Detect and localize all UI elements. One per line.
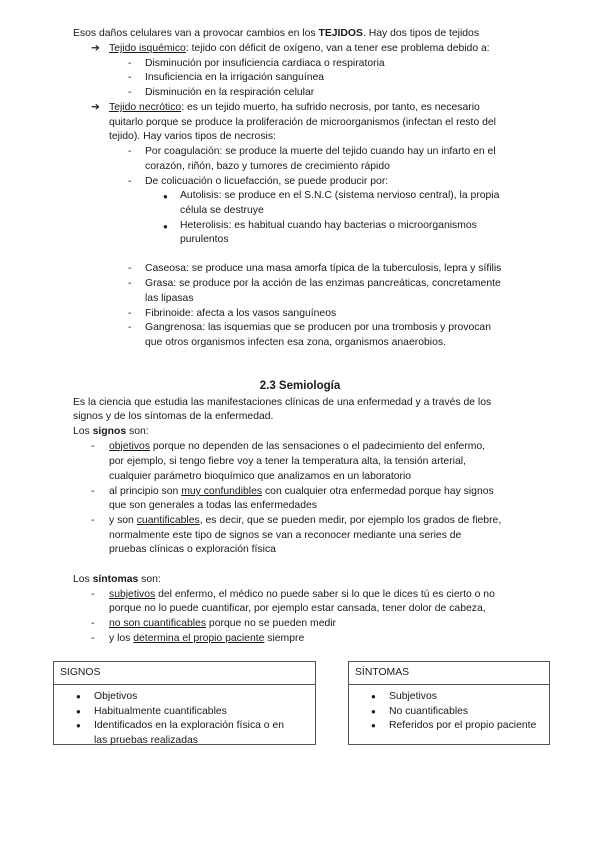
bullet-icon: ● <box>163 222 168 231</box>
sintomas-table-list <box>349 685 549 734</box>
signos-item-cont: que son generales a todas las enfermedades <box>109 500 317 511</box>
necrosis-coagulacion-cont: corazón, riñón, bazo y tumores de crecimiento rápido <box>145 161 390 172</box>
arrow-icon: ➔ <box>91 102 100 113</box>
necrosis-gangrenosa-cont: que otros organismos infecten esa zona, organismos anaerobios. <box>145 337 446 348</box>
dash-icon: - <box>128 87 132 98</box>
bullet-icon: ● <box>371 706 376 716</box>
table-row-cont: las pruebas realizadas <box>94 734 198 746</box>
signos-item-cont: pruebas clínicas o exploración física <box>109 544 276 555</box>
necrotico-text: quitarlo porque se produce la proliferación de microorganismos (infectan el resto del <box>109 117 496 128</box>
section-title: 2.3 Semiología <box>259 380 341 392</box>
necrotico-text: tejido). Hay varios tipos de necrosis: <box>109 131 276 142</box>
autolisis-item: Autolisis: se produce en el S.N.C (sistema nervioso central), la propia <box>180 190 500 201</box>
signos-item-cont: normalmente este tipo de signos se van a reconocer mediante una series de <box>109 530 462 541</box>
semiologia-def: Es la ciencia que estudia las manifestaciones clínicas de una enfermedad y a través de los <box>73 397 492 408</box>
bullet-icon: ● <box>371 692 376 701</box>
table-row: ● No cuantificables <box>349 705 549 720</box>
sintomas-item-cont: porque no lo puede cuantificar, por ejemplo estar cansada, tener dolor de cabeza, <box>109 603 486 614</box>
dash-icon: - <box>128 322 132 333</box>
necrosis-colicuacion: De colicuación o licuefacción, se puede producir por: <box>145 176 389 187</box>
table-row: ● Habitualmente cuantificables <box>54 705 315 720</box>
isquemico-line: Tejido isquémico: tejido con déficit de oxígeno, van a tener ese problema debido a: <box>109 43 490 54</box>
signos-item-cont: cualquier parámetro bioquímico que analizamos en un laboratorio <box>109 471 412 482</box>
necrosis-fibrinoide: Fibrinoide: afecta a los vasos sanguíneos <box>145 308 337 319</box>
heterolisis-item-cont: purulentos <box>180 234 229 245</box>
semiologia-def-cont: signos y de los síntomas de la enfermedad. <box>73 411 274 422</box>
dash-icon: - <box>128 72 132 83</box>
bullet-icon: ● <box>76 692 81 701</box>
dash-icon: - <box>128 146 132 157</box>
necrotico-line: Tejido necrótico: es un tejido muerto, ha sufrido necrosis, por tanto, es necesario <box>109 102 480 113</box>
necrosis-coagulacion: Por coagulación: se produce la muerte del tejido cuando hay un infarto en el <box>145 146 496 157</box>
necrotico-label: Tejido necrótico <box>109 102 182 113</box>
dash-icon: - <box>91 589 95 600</box>
signos-item-cont: por ejemplo, si tengo fiebre voy a tener la temperatura alta, la tensión arterial, <box>109 456 466 467</box>
bullet-icon: ● <box>163 192 168 201</box>
dash-icon: - <box>91 441 95 452</box>
isquemico-item: Disminución en la respiración celular <box>145 87 315 98</box>
signos-table-header: SIGNOS <box>54 662 315 685</box>
signos-table <box>53 661 316 745</box>
signos-heading: Los signos son: <box>73 426 149 437</box>
intro-line: Esos daños celulares van a provocar cambios en los TEJIDOS. Hay dos tipos de tejidos <box>73 28 480 39</box>
sintomas-item: subjetivos del enfermo, el médico no puede saber si lo que le dices tú es cierto o no <box>109 589 495 600</box>
dash-icon: - <box>91 486 95 497</box>
sintomas-item: no son cuantificables porque no se pueden medir <box>109 618 337 629</box>
bullet-icon: ● <box>371 721 376 731</box>
dash-icon: - <box>91 633 95 644</box>
necrosis-gangrenosa: Gangrenosa: las isquemias que se producen por una trombosis y provocan <box>145 322 491 333</box>
sintomas-item: y los determina el propio paciente siempre <box>109 633 305 644</box>
isquemico-item: Insuficiencia en la irrigación sanguínea <box>145 72 325 83</box>
dash-icon: - <box>91 515 95 526</box>
isquemico-label: Tejido isquémico <box>109 43 186 54</box>
signos-item: al principio son muy confundibles con cualquier otra enfermedad porque hay signos <box>109 486 494 497</box>
table-row: ● Subjetivos <box>349 690 549 705</box>
sintomas-table-header: SÍNTOMAS <box>349 662 549 685</box>
signos-item: y son cuantificables, es decir, que se pueden medir, por ejemplo los grados de fiebre, <box>109 515 502 526</box>
dash-icon: - <box>128 308 132 319</box>
dash-icon: - <box>128 176 132 187</box>
arrow-icon: ➔ <box>91 43 100 54</box>
signos-table-list <box>54 685 315 748</box>
necrosis-caseosa: Caseosa: se produce una masa amorfa típica de la tuberculosis, lepra y sífilis <box>145 263 502 274</box>
table-row: ● Referidos por el propio paciente <box>349 719 549 734</box>
dash-icon: - <box>128 278 132 289</box>
bullet-icon: ● <box>76 721 81 731</box>
heterolisis-item: Heterolisis: es habitual cuando hay bacterias o microorganismos <box>180 220 477 231</box>
bullet-icon: ● <box>76 706 81 716</box>
signos-item: objetivos porque no dependen de las sensaciones o el padecimiento del enfermo, <box>109 441 486 452</box>
sintomas-heading: Los síntomas son: <box>73 574 161 585</box>
table-row: ● Identificados en la exploración física o en <box>54 719 315 734</box>
autolisis-item-cont: célula se destruye <box>180 205 264 216</box>
dash-icon: - <box>128 263 132 274</box>
isquemico-item: Disminución por insuficiencia cardiaca o respiratoria <box>145 58 385 69</box>
tejidos-bold: TEJIDOS <box>318 28 363 39</box>
dash-icon: - <box>128 58 132 69</box>
dash-icon: - <box>91 618 95 629</box>
table-row: ● Objetivos <box>54 690 315 705</box>
sintomas-table <box>348 661 550 745</box>
necrosis-grasa-cont: las lipasas <box>145 293 194 304</box>
necrosis-grasa: Grasa: se produce por la acción de las enzimas pancreáticas, concretamente <box>145 278 501 289</box>
